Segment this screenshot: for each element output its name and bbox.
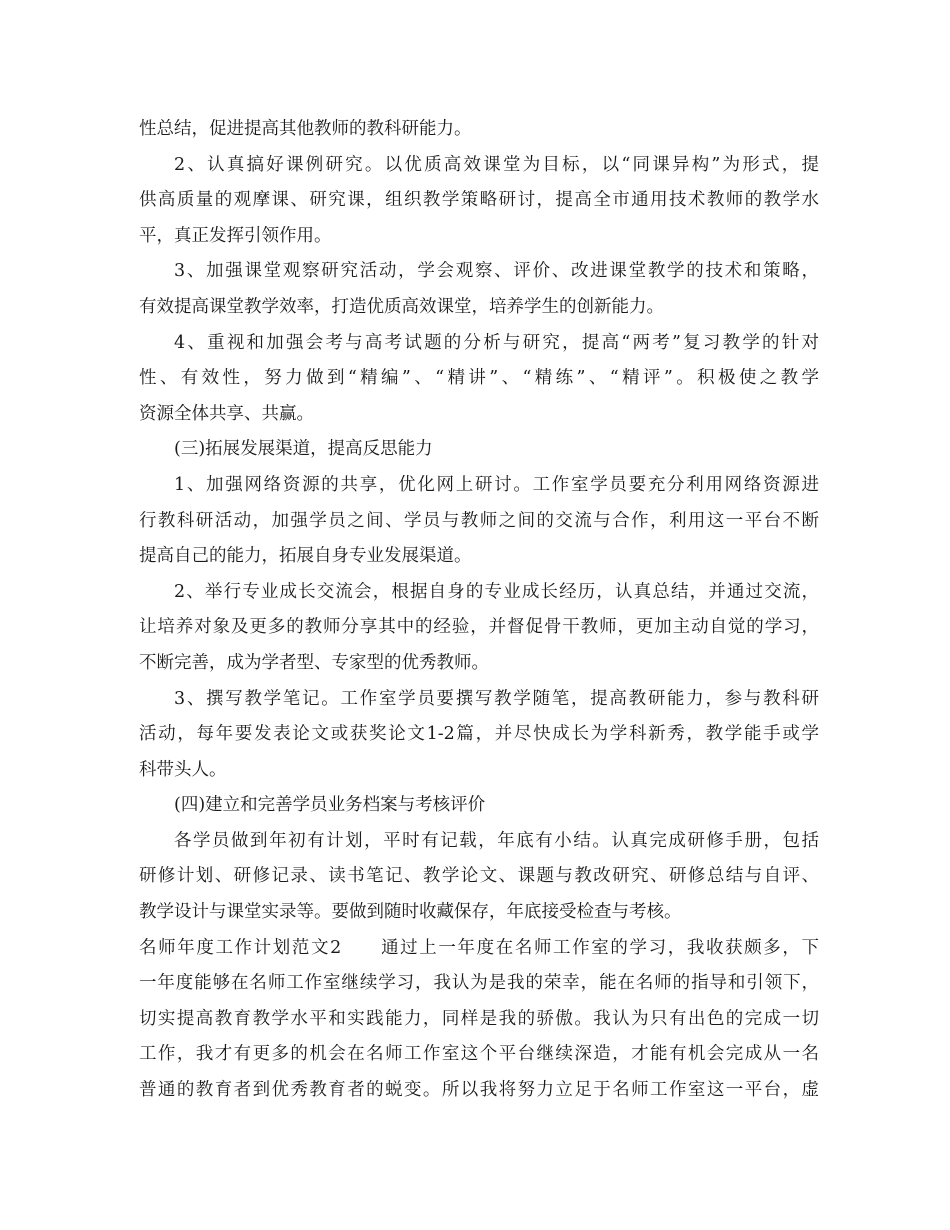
text-line: 一年度能够在名师工作室继续学习，我认为是我的荣幸，能在名师的指导和引领下， bbox=[139, 973, 819, 994]
text-line: 教学设计与课堂实录等。要做到随时收藏保存，年底接受检查与考核。 bbox=[139, 902, 682, 923]
text-line: 3、撰写教学笔记。工作室学员要撰写教学随笔，提高教研能力，参与教科研 bbox=[174, 688, 819, 709]
text-line: 普通的教育者到优秀教育者的蜕变。所以我将努力立足于名师工作室这一平台，虚 bbox=[139, 1080, 819, 1101]
text-line: 性、有效性，努力做到“精编”、“精讲”、“精练”、“精评”。积极使之教学 bbox=[139, 368, 819, 389]
document-body bbox=[139, 112, 819, 1109]
text-line: 性总结，促进提高其他教师的教科研能力。 bbox=[139, 119, 472, 139]
text-line: 行教科研活动，加强学员之间、学员与教师之间的交流与合作，利用这一平台不断 bbox=[139, 510, 819, 531]
text-line: 活动，每年要发表论文或获奖论文1-2篇，并尽快成长为学科新秀，教学能手或学 bbox=[139, 724, 819, 745]
text-line: 有效提高课堂教学效率，打造优质高效课堂，培养学生的创新能力。 bbox=[139, 296, 664, 317]
text-line: 4、重视和加强会考与高考试题的分析与研究，提高“两考”复习教学的针对 bbox=[174, 332, 819, 353]
text-line: 平，真正发挥引领作用。 bbox=[139, 225, 332, 246]
text-line: 不断完善，成为学者型、专家型的优秀教师。 bbox=[139, 652, 489, 673]
text-line: 名师年度工作计划范文2 通过上一年度在名师工作室的学习，我收获颇多，下 bbox=[139, 937, 819, 958]
text-line: 2、举行专业成长交流会，根据自身的专业成长经历，认真总结，并通过交流， bbox=[174, 581, 819, 602]
text-line: 2、认真搞好课例研究。以优质高效课堂为目标，以“同课异构”为形式，提 bbox=[174, 154, 819, 175]
text-line: 3、加强课堂观察研究活动，学会观察、评价、改进课堂教学的技术和策略， bbox=[174, 261, 819, 282]
text-line: 科带头人。 bbox=[139, 759, 227, 780]
text-line: 资源全体共享、共赢。 bbox=[139, 403, 314, 424]
section-heading: (三)拓展发展渠道，提高反思能力 bbox=[174, 439, 433, 460]
text-line: 工作，我才有更多的机会在名师工作室这个平台继续深造，才能有机会完成从一名 bbox=[139, 1044, 819, 1065]
text-line: 研修计划、研修记录、读书笔记、教学论文、课题与教改研究、研修总结与自评、 bbox=[139, 866, 819, 887]
section-heading: (四)建立和完善学员业务档案与考核评价 bbox=[174, 795, 486, 816]
text-line: 1、加强网络资源的共享，优化网上研讨。工作室学员要充分利用网络资源进 bbox=[174, 474, 819, 495]
text-line: 提高自己的能力，拓展自身专业发展渠道。 bbox=[139, 546, 472, 567]
text-line: 供高质量的观摩课、研究课，组织教学策略研讨，提高全市通用技术教师的教学水 bbox=[139, 190, 819, 211]
text-line: 让培养对象及更多的教师分享其中的经验，并督促骨干教师，更加主动自觉的学习， bbox=[139, 617, 819, 638]
text-line: 切实提高教育教学水平和实践能力，同样是我的骄傲。我认为只有出色的完成一切 bbox=[139, 1008, 819, 1029]
text-line: 各学员做到年初有计划，平时有记载，年底有小结。认真完成研修手册，包括 bbox=[174, 830, 819, 851]
